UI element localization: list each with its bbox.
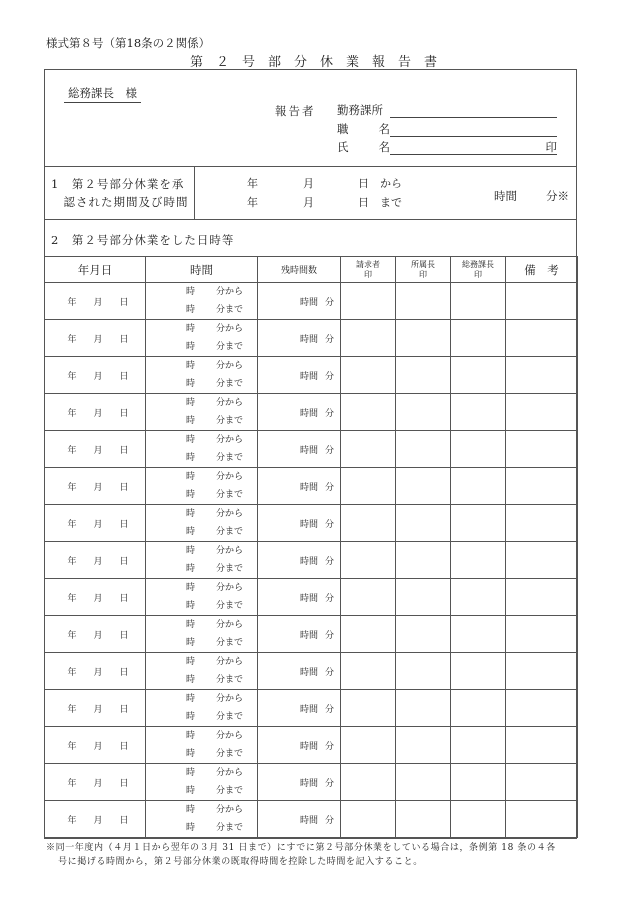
date-cell[interactable]: 年 月 日 — [45, 801, 146, 838]
table-header-row — [45, 257, 578, 283]
section-approved-period — [45, 166, 576, 220]
time-cell[interactable]: 時 分から 時 分まで — [146, 764, 258, 801]
requester-seal-cell[interactable] — [341, 764, 396, 801]
requester-seal-cell[interactable] — [341, 505, 396, 542]
remarks-cell[interactable] — [506, 431, 578, 468]
gad-head-seal-cell[interactable] — [451, 468, 506, 505]
date-cell[interactable]: 年 月 日 — [45, 764, 146, 801]
date-cell[interactable]: 年 月 日 — [45, 542, 146, 579]
requester-seal-cell[interactable] — [341, 801, 396, 838]
header-remaining: 残時間数 — [258, 257, 341, 283]
time-cell[interactable]: 時 分から 時 分まで — [146, 801, 258, 838]
period-from-row[interactable]: 年 月 日 から — [247, 177, 402, 190]
reporter-label: 報告者 — [275, 104, 316, 118]
dept-head-seal-cell[interactable] — [396, 616, 451, 653]
dept-head-seal-cell[interactable] — [396, 357, 451, 394]
table-row — [45, 579, 578, 616]
gad-head-seal-cell[interactable] — [451, 320, 506, 357]
addressee: 総務課長 様 — [64, 85, 141, 103]
time-cell[interactable]: 時 分から 時 分まで — [146, 690, 258, 727]
remarks-cell[interactable] — [506, 394, 578, 431]
seal-mark: 印 — [545, 140, 557, 154]
remaining-cell[interactable]: 時間 分 — [258, 690, 341, 727]
remaining-cell[interactable]: 時間 分 — [258, 357, 341, 394]
time-cell[interactable]: 時 分から 時 分まで — [146, 653, 258, 690]
date-cell[interactable]: 年 月 日 — [45, 653, 146, 690]
date-cell[interactable]: 年 月 日 — [45, 283, 146, 320]
remarks-cell[interactable] — [506, 801, 578, 838]
dept-head-seal-cell[interactable] — [396, 283, 451, 320]
remarks-cell[interactable] — [506, 505, 578, 542]
dept-head-seal-cell[interactable] — [396, 431, 451, 468]
time-cell[interactable]: 時 分から 時 分まで — [146, 320, 258, 357]
time-cell[interactable]: 時 分から 時 分まで — [146, 727, 258, 764]
requester-seal-cell[interactable] — [341, 653, 396, 690]
form-frame — [44, 69, 577, 839]
table-row — [45, 690, 578, 727]
gad-head-seal-cell[interactable] — [451, 357, 506, 394]
gad-head-seal-cell[interactable] — [451, 764, 506, 801]
date-cell[interactable]: 年 月 日 — [45, 505, 146, 542]
gad-head-seal-cell[interactable] — [451, 801, 506, 838]
divider — [194, 167, 195, 219]
time-cell[interactable]: 時 分から 時 分まで — [146, 357, 258, 394]
leave-record-table — [44, 256, 578, 838]
remaining-cell[interactable]: 時間 分 — [258, 653, 341, 690]
date-cell[interactable]: 年 月 日 — [45, 616, 146, 653]
header-gad-head-seal: 総務課長 印 — [451, 257, 506, 283]
table-row — [45, 764, 578, 801]
requester-seal-cell[interactable] — [341, 320, 396, 357]
dept-head-seal-cell[interactable] — [396, 727, 451, 764]
remaining-cell[interactable]: 時間 分 — [258, 320, 341, 357]
gad-head-seal-cell[interactable] — [451, 431, 506, 468]
table-row — [45, 431, 578, 468]
page-title: 第２号部分休業報告書 — [189, 55, 450, 70]
remaining-cell[interactable]: 時間 分 — [258, 468, 341, 505]
remarks-cell[interactable] — [506, 690, 578, 727]
requester-seal-cell[interactable] — [341, 283, 396, 320]
remaining-cell[interactable]: 時間 分 — [258, 394, 341, 431]
gad-head-seal-cell[interactable] — [451, 616, 506, 653]
section2-title: 2 第２号部分休業をした日時等 — [51, 233, 235, 247]
position-label: 職 名 — [337, 122, 390, 136]
workplace-field[interactable] — [337, 102, 557, 118]
dept-head-seal-cell[interactable] — [396, 320, 451, 357]
dept-head-seal-cell[interactable] — [396, 653, 451, 690]
dept-head-seal-cell[interactable] — [396, 542, 451, 579]
remarks-cell[interactable] — [506, 357, 578, 394]
position-input[interactable] — [390, 123, 557, 137]
table-row — [45, 505, 578, 542]
name-field[interactable] — [337, 139, 557, 155]
table-row — [45, 542, 578, 579]
dept-head-seal-cell[interactable] — [396, 394, 451, 431]
remarks-cell[interactable] — [506, 320, 578, 357]
table-row — [45, 801, 578, 838]
footnote: ※同一年度内（４月１日から翌年の３月 31 日まで）にすでに第２号部分休業をしている場合は，条例第 18 条の４各 号に掲げる時間から，第２号部分休業の既取得時間を控除した時間を記入すること。 — [46, 843, 556, 867]
table-row — [45, 468, 578, 505]
remarks-cell[interactable] — [506, 764, 578, 801]
remaining-cell[interactable]: 時間 分 — [258, 542, 341, 579]
period-to-row[interactable]: 年 月 日 まで — [247, 196, 402, 209]
remaining-cell[interactable]: 時間 分 — [258, 616, 341, 653]
remaining-cell[interactable]: 時間 分 — [258, 801, 341, 838]
dept-head-seal-cell[interactable] — [396, 505, 451, 542]
gad-head-seal-cell[interactable] — [451, 727, 506, 764]
requester-seal-cell[interactable] — [341, 616, 396, 653]
remarks-cell[interactable] — [506, 727, 578, 764]
approved-minutes-label: 分※ — [546, 189, 569, 203]
date-cell[interactable]: 年 月 日 — [45, 579, 146, 616]
header-time: 時間 — [146, 257, 258, 283]
table-row — [45, 616, 578, 653]
header-dept-head-seal: 所属長 印 — [396, 257, 451, 283]
time-cell[interactable]: 時 分から 時 分まで — [146, 394, 258, 431]
name-label: 氏 名 — [337, 140, 390, 154]
header-remarks: 備 考 — [506, 257, 578, 283]
time-cell[interactable]: 時 分から 時 分まで — [146, 468, 258, 505]
dept-head-seal-cell[interactable] — [396, 468, 451, 505]
date-cell[interactable]: 年 月 日 — [45, 431, 146, 468]
gad-head-seal-cell[interactable] — [451, 690, 506, 727]
time-cell[interactable]: 時 分から 時 分まで — [146, 283, 258, 320]
gad-head-seal-cell[interactable] — [451, 542, 506, 579]
remarks-cell[interactable] — [506, 653, 578, 690]
requester-seal-cell[interactable] — [341, 579, 396, 616]
date-cell[interactable]: 年 月 日 — [45, 690, 146, 727]
date-cell[interactable]: 年 月 日 — [45, 320, 146, 357]
remaining-cell[interactable]: 時間 分 — [258, 727, 341, 764]
dept-head-seal-cell[interactable] — [396, 801, 451, 838]
table-row — [45, 283, 578, 320]
remarks-cell[interactable] — [506, 283, 578, 320]
gad-head-seal-cell[interactable] — [451, 283, 506, 320]
dept-head-seal-cell[interactable] — [396, 764, 451, 801]
remaining-cell[interactable]: 時間 分 — [258, 283, 341, 320]
workplace-label: 勤務課所 — [337, 103, 383, 117]
requester-seal-cell[interactable] — [341, 727, 396, 764]
date-cell[interactable]: 年 月 日 — [45, 727, 146, 764]
workplace-input[interactable] — [390, 104, 557, 118]
remaining-cell[interactable]: 時間 分 — [258, 431, 341, 468]
time-cell[interactable]: 時 分から 時 分まで — [146, 616, 258, 653]
gad-head-seal-cell[interactable] — [451, 653, 506, 690]
requester-seal-cell[interactable] — [341, 468, 396, 505]
remarks-cell[interactable] — [506, 616, 578, 653]
remaining-cell[interactable]: 時間 分 — [258, 505, 341, 542]
table-row — [45, 653, 578, 690]
time-cell[interactable]: 時 分から 時 分まで — [146, 505, 258, 542]
dept-head-seal-cell[interactable] — [396, 579, 451, 616]
table-row — [45, 320, 578, 357]
remarks-cell[interactable] — [506, 579, 578, 616]
remarks-cell[interactable] — [506, 468, 578, 505]
requester-seal-cell[interactable] — [341, 431, 396, 468]
table-row — [45, 727, 578, 764]
dept-head-seal-cell[interactable] — [396, 690, 451, 727]
name-input[interactable] — [390, 141, 557, 155]
date-cell[interactable]: 年 月 日 — [45, 357, 146, 394]
requester-seal-cell[interactable] — [341, 394, 396, 431]
header-date: 年月日 — [45, 257, 146, 283]
remarks-cell[interactable] — [506, 542, 578, 579]
date-cell[interactable]: 年 月 日 — [45, 394, 146, 431]
time-cell[interactable]: 時 分から 時 分まで — [146, 542, 258, 579]
requester-seal-cell[interactable] — [341, 357, 396, 394]
requester-seal-cell[interactable] — [341, 690, 396, 727]
time-cell[interactable]: 時 分から 時 分まで — [146, 579, 258, 616]
table-row — [45, 357, 578, 394]
approved-hours-label: 時間 — [494, 189, 517, 203]
section1-label: 1 第２号部分休業を承 認された期間及び時間 — [51, 177, 189, 209]
date-cell[interactable]: 年 月 日 — [45, 468, 146, 505]
gad-head-seal-cell[interactable] — [451, 505, 506, 542]
remaining-cell[interactable]: 時間 分 — [258, 579, 341, 616]
time-cell[interactable]: 時 分から 時 分まで — [146, 431, 258, 468]
table-row — [45, 394, 578, 431]
gad-head-seal-cell[interactable] — [451, 579, 506, 616]
position-field[interactable] — [337, 121, 557, 137]
gad-head-seal-cell[interactable] — [451, 394, 506, 431]
form-id: 様式第８号（第18条の２関係） — [46, 36, 211, 50]
remaining-cell[interactable]: 時間 分 — [258, 764, 341, 801]
requester-seal-cell[interactable] — [341, 542, 396, 579]
header-requester-seal: 請求者 印 — [341, 257, 396, 283]
